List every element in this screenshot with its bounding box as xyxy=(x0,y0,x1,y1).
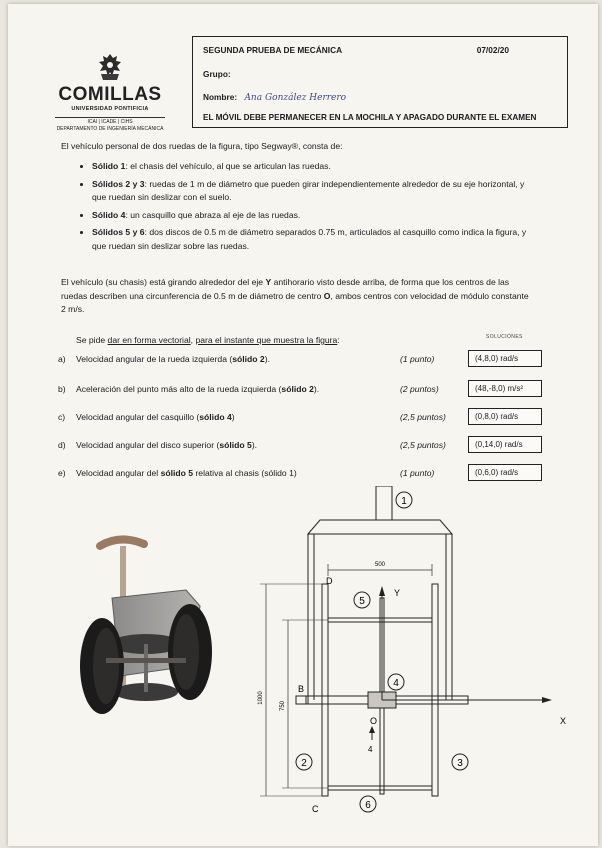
question-text: ). xyxy=(264,354,270,364)
crest-icon xyxy=(93,52,127,82)
solid-text: : ruedas de 1 m de diámetro que pueden girar independientemente alrededor de su eje horizontal, y que ruedan sin deslizar con el suelo. xyxy=(92,178,525,202)
question-text: Velocidad angular del casquillo ( xyxy=(76,412,200,422)
student-name: Ana González Herrero xyxy=(244,93,347,103)
solutions-header: SOLUCIONES xyxy=(486,334,523,340)
exam-date: 07/02/20 xyxy=(476,45,509,55)
dimension-500: 500 xyxy=(374,562,386,568)
question-bold: sólido 4 xyxy=(199,412,232,422)
question-text: ) xyxy=(231,412,235,422)
logo-schools: ICAI | ICADE | CIHS xyxy=(55,117,165,125)
ask-underlined: para el instante que muestra la figura xyxy=(195,335,338,345)
desc-axis: Y xyxy=(265,277,272,287)
answer-box: (4,8,0) rad/s xyxy=(468,350,542,367)
university-logo xyxy=(30,52,190,132)
exam-sheet xyxy=(8,4,598,846)
dimension-750: 750 xyxy=(280,700,286,712)
label-solid-2: 2 xyxy=(301,758,307,769)
question-points: (1 punto) xyxy=(400,468,435,478)
segway-render-image xyxy=(60,516,240,716)
question-letter: d) xyxy=(58,440,66,450)
name-row xyxy=(203,92,346,103)
question-bold: sólido 5 xyxy=(160,468,194,478)
ask-lead: Se pide xyxy=(76,335,108,345)
ask-end: : xyxy=(337,335,340,345)
question-text: ). xyxy=(313,384,320,394)
request-line xyxy=(76,334,340,348)
solid-text: : el chasis del vehículo, al que se articulan las ruedas. xyxy=(125,161,331,171)
logo-name: COMILLAS xyxy=(58,84,162,105)
solid-item xyxy=(92,226,537,253)
point-b-label: B xyxy=(298,684,305,694)
answer-box: (48,-8,0) m/s² xyxy=(468,380,542,397)
question-b xyxy=(58,384,319,394)
solid-text: : un casquillo que abraza al eje de las ruedas. xyxy=(125,209,301,220)
solid-item xyxy=(92,209,537,223)
solid-title: Sólido 4 xyxy=(92,209,126,220)
question-text: Velocidad angular del xyxy=(76,468,161,478)
question-points: (2 puntos) xyxy=(400,384,439,394)
axis-x-label: X xyxy=(560,716,567,726)
desc-center: O xyxy=(323,290,331,301)
axis-y-label: Y xyxy=(394,588,401,598)
question-letter: b) xyxy=(58,384,66,394)
arrow-note: 4 xyxy=(368,745,373,754)
question-d xyxy=(58,440,257,450)
question-letter: e) xyxy=(58,468,66,478)
solids-list xyxy=(78,160,537,257)
exam-header-box xyxy=(192,36,568,128)
question-letter: c) xyxy=(58,412,66,422)
point-o-label: O xyxy=(370,716,378,726)
desc-part: antihorario visto desde arriba, de forma que los centros de las ruedas describen una circunferencia de 0.5 m de diámetro de centro xyxy=(61,277,510,301)
label-solid-4: 4 xyxy=(393,678,399,689)
label-solid-5: 5 xyxy=(359,596,365,607)
intro-text: El vehículo personal de dos ruedas de la figura, tipo Segway®, consta de: xyxy=(61,141,343,151)
question-points: (2,5 puntos) xyxy=(400,412,446,422)
name-label: Nombre: xyxy=(203,92,238,102)
question-a xyxy=(58,354,270,364)
answer-box: (0,8,0) rad/s xyxy=(468,408,542,425)
solid-title: Sólidos 2 y 3 xyxy=(92,178,145,189)
question-text: Velocidad angular de la rueda izquierda ( xyxy=(76,354,233,364)
solid-item xyxy=(92,160,537,174)
question-text: ). xyxy=(251,440,258,450)
point-c-label: C xyxy=(312,804,319,814)
question-points: (1 punto) xyxy=(400,354,435,364)
label-solid-1: 1 xyxy=(401,496,407,507)
ask-sep: , xyxy=(190,335,196,345)
solid-title: Sólido 1 xyxy=(92,161,126,171)
logo-department: DEPARTAMENTO DE INGENIERÍA MECÁNICA xyxy=(56,126,164,132)
question-letter: a) xyxy=(58,354,66,364)
answer-box: (0,6,0) rad/s xyxy=(468,464,542,481)
label-solid-3: 3 xyxy=(457,758,463,769)
question-text: Velocidad angular del disco superior ( xyxy=(76,440,220,450)
solid-item xyxy=(92,178,537,205)
question-bold: sólido 5 xyxy=(219,440,252,450)
solid-title: Sólidos 5 y 6 xyxy=(92,227,145,237)
group-label: Grupo: xyxy=(203,69,231,79)
question-e xyxy=(58,468,297,478)
ask-underlined: dar en forma vectorial xyxy=(107,335,191,345)
question-points: (2,5 puntos) xyxy=(400,440,446,450)
question-bold: sólido 2 xyxy=(281,384,314,394)
exam-title: SEGUNDA PRUEBA DE MECÁNICA xyxy=(203,45,343,55)
logo-subtitle: UNIVERSIDAD PONTIFICIA xyxy=(71,106,149,112)
dimension-1000: 1000 xyxy=(258,691,264,705)
problem-description xyxy=(61,276,531,317)
question-c xyxy=(58,412,235,422)
desc-part: El vehículo (su chasis) está girando alrededor del eje xyxy=(61,277,266,287)
label-solid-6: 6 xyxy=(365,800,371,811)
question-bold: sólido 2 xyxy=(232,354,265,364)
point-d-label: D xyxy=(326,576,333,586)
question-text: relativa al chasis (sólido 1) xyxy=(193,468,297,478)
phone-warning: EL MÓVIL DEBE PERMANECER EN LA MOCHILA Y APAGADO DURANTE EL EXAMEN xyxy=(203,113,537,122)
desc-part: , ambos centros con velocidad de módulo constante 2 m/s. xyxy=(61,290,529,314)
technical-drawing xyxy=(244,486,594,821)
answer-box: (0,14,0) rad/s xyxy=(468,436,542,453)
solid-text: : dos discos de 0.5 m de diámetro separados 0.75 m, articulados al casquillo como indica la figura, y que ruedan sin deslizar sobre las ruedas. xyxy=(92,227,527,251)
question-text: Aceleración del punto más alto de la rueda izquierda ( xyxy=(76,384,282,394)
